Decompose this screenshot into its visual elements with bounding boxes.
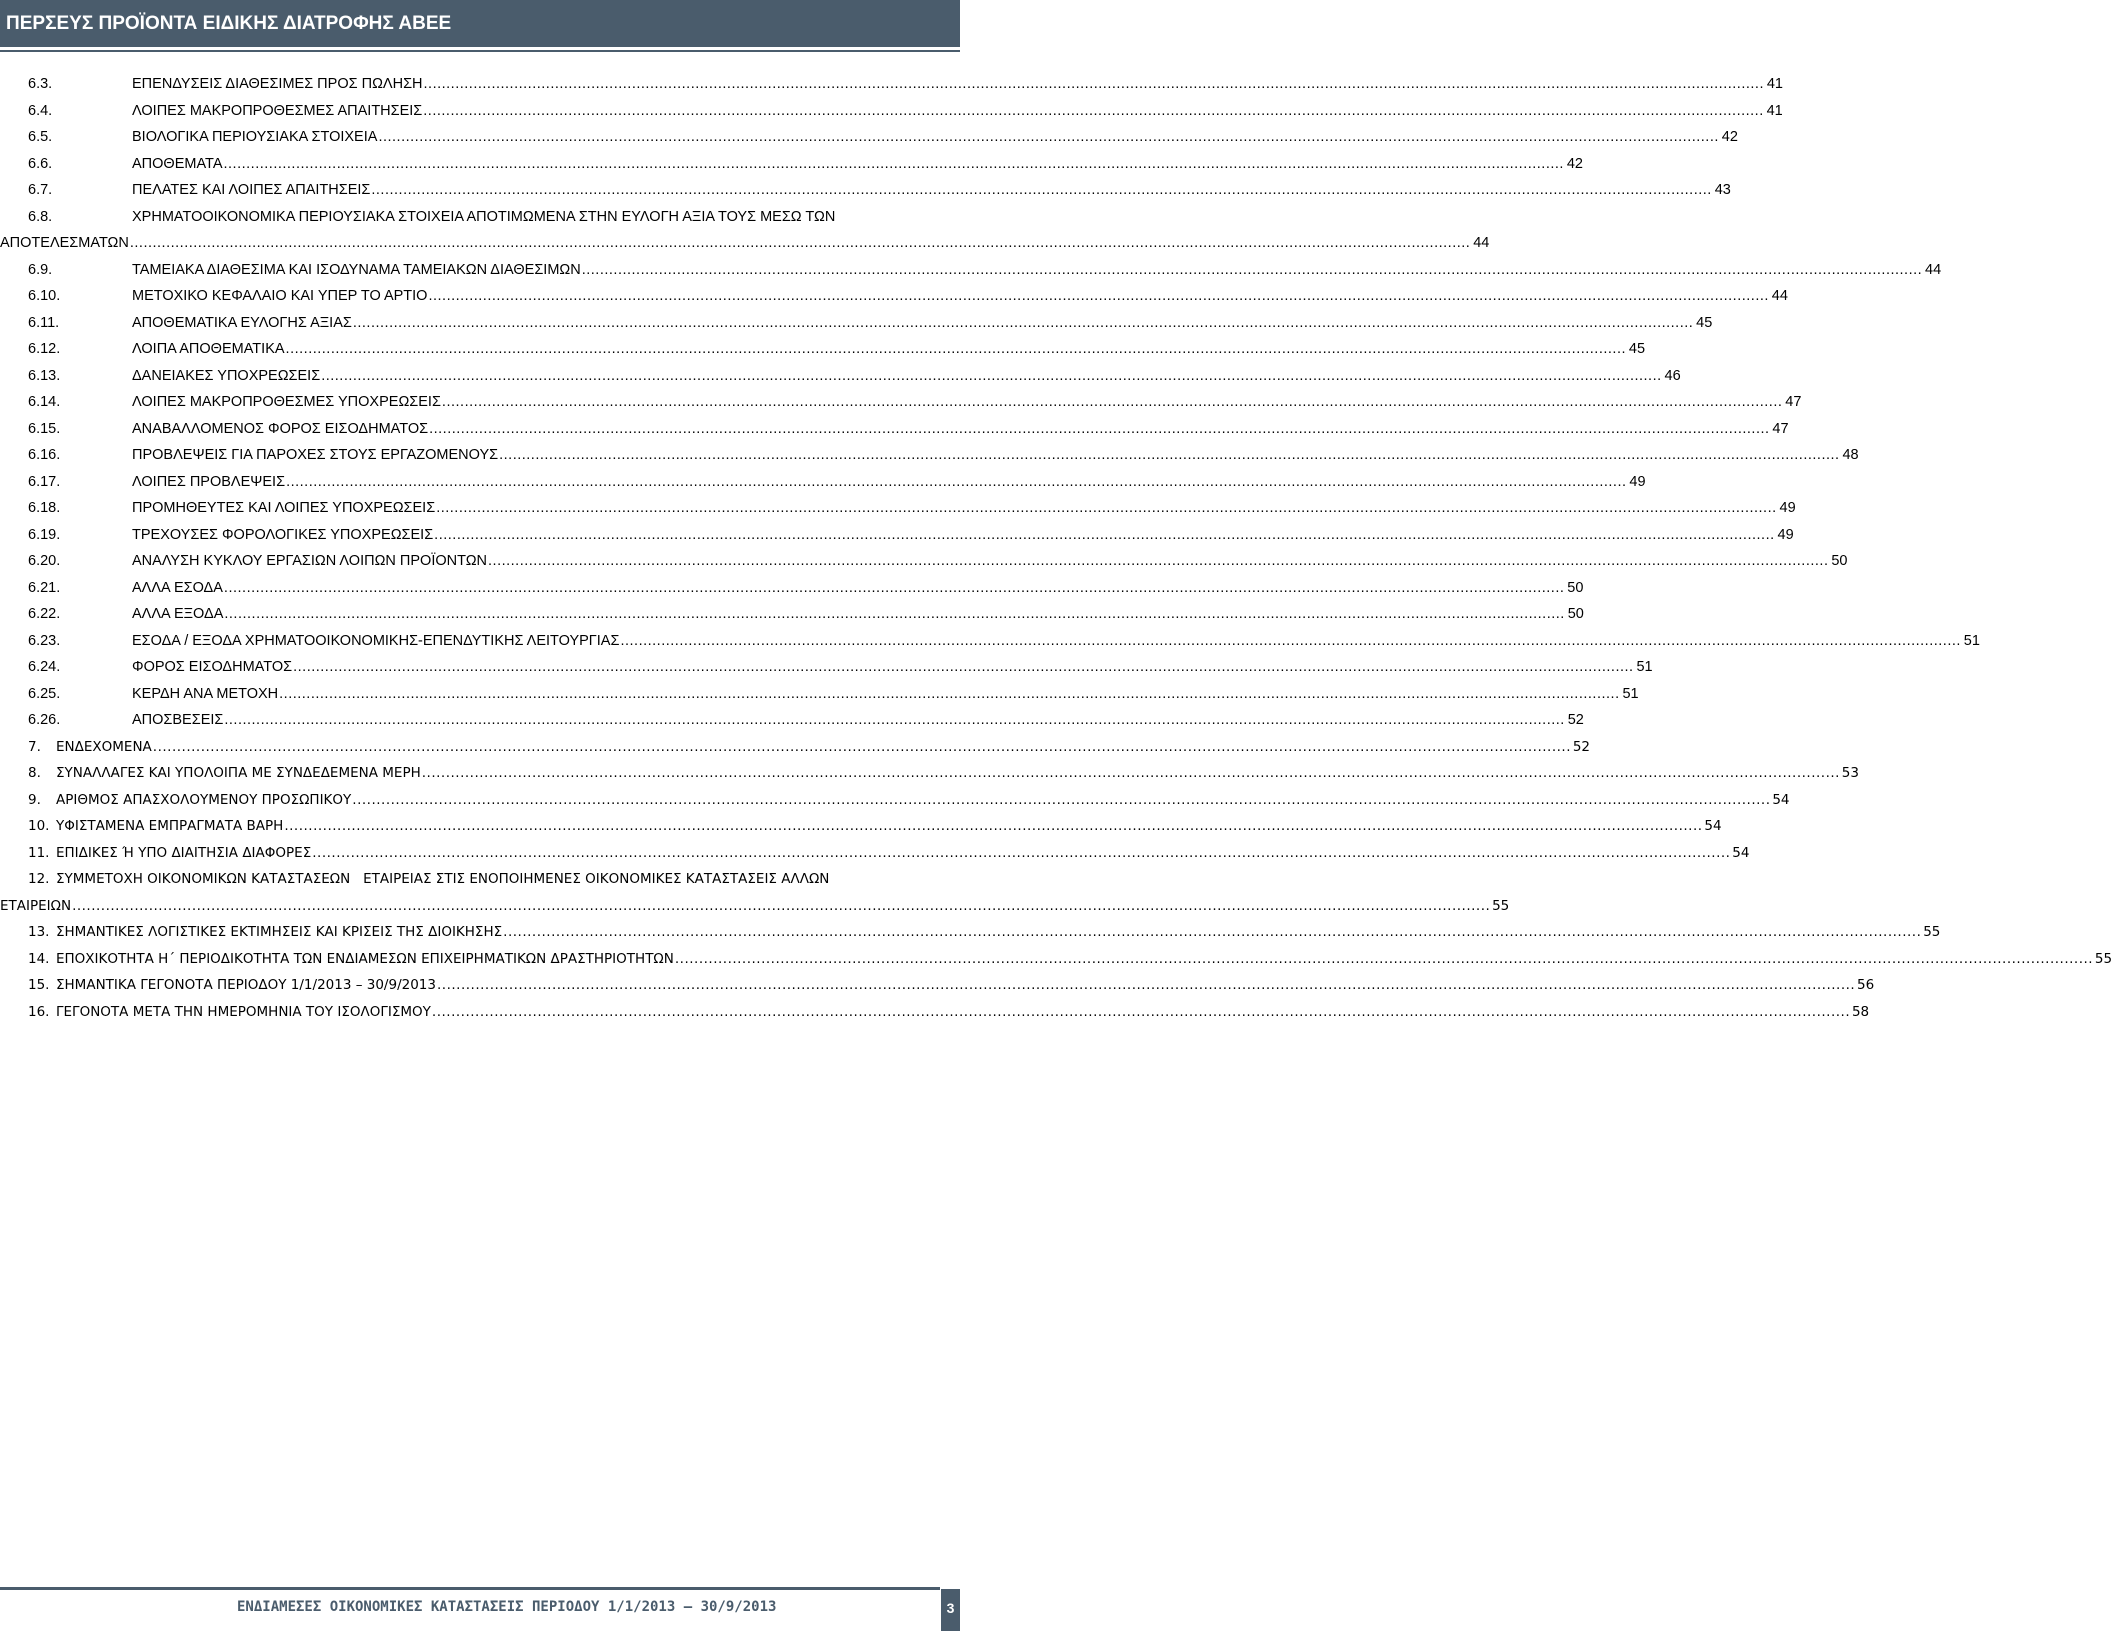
toc-entry-title: ΑΡΙΘΜΟΣ ΑΠΑΣΧΟΛΟΥΜΕΝΟΥ ΠΡΟΣΩΠΙΚΟΥ — [56, 791, 352, 808]
toc-entry-title: ΑΝΑΒΑΛΛΟΜΕΝΟΣ ΦΟΡΟΣ ΕΙΣΟΔΗΜΑΤΟΣ — [132, 420, 429, 437]
toc-entry-number: 6.16. — [28, 447, 61, 463]
toc-entry-number: 13. — [28, 924, 50, 940]
toc-entry-page: 51 — [1622, 685, 1639, 702]
toc-entry-number: 6.26. — [28, 712, 61, 728]
toc-entry-page: 50 — [1831, 553, 1848, 569]
dot-leader — [286, 470, 1626, 494]
toc-entry-page: 58 — [1851, 1003, 1870, 1020]
toc-entry-continuation[interactable] — [0, 231, 1490, 255]
toc-entry[interactable] — [28, 337, 1646, 361]
toc-entry-number: 6.18. — [28, 500, 61, 516]
dot-leader — [675, 947, 2093, 971]
toc-entry-number: 10. — [28, 818, 50, 834]
dot-leader — [286, 337, 1626, 361]
dot-leader — [352, 788, 1770, 812]
toc-entry-page: 47 — [1772, 420, 1789, 437]
toc-entry-number: 6.10. — [28, 288, 61, 304]
toc-entry[interactable] — [28, 602, 1584, 626]
toc-entry-title: ΤΡΕΧΟΥΣΕΣ ΦΟΡΟΛΟΓΙΚΕΣ ΥΠΟΧΡΕΩΣΕΙΣ — [132, 526, 434, 543]
footer-text: ΕΝΔΙΑΜΕΣΕΣ ΟΙΚΟΝΟΜΙΚΕΣ ΚΑΤΑΣΤΑΣΕΙΣ ΠΕΡΙΟΔΟΥ 1/1/2013 – 30/9/2013 — [237, 1599, 777, 1615]
toc-entry-number: 6.7. — [28, 182, 53, 198]
toc-entry-title: ΦΟΡΟΣ ΕΙΣΟΔΗΜΑΤΟΣ — [132, 659, 293, 675]
toc-entry-number: 7. — [28, 738, 41, 755]
toc-entry-page: 56 — [1857, 977, 1875, 993]
dot-leader — [312, 841, 1730, 865]
toc-entry[interactable] — [28, 364, 1681, 388]
toc-entry-number: 12. — [28, 871, 50, 887]
toc-entry-page: 45 — [1696, 314, 1713, 331]
toc-entry-title: ΛΟΙΠΕΣ ΜΑΚΡΟΠΡΟΘΕΣΜΕΣ ΑΠΑΙΤΗΣΕΙΣ — [132, 102, 423, 119]
toc-entry[interactable] — [28, 814, 1722, 838]
toc-entry[interactable] — [28, 973, 1875, 997]
dot-leader — [422, 761, 1840, 785]
toc-entry[interactable] — [28, 390, 1802, 414]
company-title: ΠΕΡΣΕΥΣ ΠΡΟΪΟΝΤΑ ΕΙΔΙΚΗΣ ΔΙΑΤΡΟΦΗΣ ΑΒΕΕ — [6, 13, 452, 34]
toc-entry-number: 6.22. — [28, 606, 61, 622]
toc-entry-continuation-title: ΕΤΑΙΡΕΙΩΝ — [0, 897, 72, 914]
toc-entry-page: 49 — [1629, 473, 1646, 490]
toc-entry-page: 49 — [1779, 500, 1796, 516]
toc-entry[interactable] — [28, 311, 1713, 335]
dot-leader — [442, 390, 1782, 414]
toc-entry-continuation[interactable] — [0, 894, 1510, 918]
toc-entry[interactable] — [28, 523, 1794, 547]
toc-entry[interactable] — [28, 735, 1590, 759]
toc-entry-title: ΛΟΙΠΕΣ ΠΡΟΒΛΕΨΕΙΣ — [132, 473, 286, 490]
toc-entry-page: 52 — [1567, 712, 1584, 728]
toc-entry-page: 55 — [1923, 924, 1941, 940]
toc-entry-title: ΚΕΡΔΗ ΑΝΑ ΜΕΤΟΧΗ — [132, 685, 279, 702]
toc-entry-number: 6.3. — [28, 76, 53, 92]
toc-entry-title: ΕΝΔΕΧΟΜΕΝΑ — [56, 738, 152, 755]
toc-entry[interactable] — [28, 72, 1783, 96]
toc-entry-page: 48 — [1842, 447, 1859, 463]
toc-entry-number: 6.6. — [28, 155, 53, 172]
toc-entry-page: 47 — [1785, 394, 1802, 410]
dot-leader — [353, 311, 1693, 335]
toc-entry-page: 50 — [1567, 606, 1584, 622]
toc-entry-title: ΕΠΕΝΔΥΣΕΙΣ ΔΙΑΘΕΣΙΜΕΣ ΠΡΟΣ ΠΩΛΗΣΗ — [132, 76, 423, 92]
toc-entry-page: 44 — [1925, 261, 1942, 278]
toc-entry-number: 6.14. — [28, 394, 61, 410]
dot-leader — [488, 549, 1828, 573]
dot-leader — [153, 735, 1571, 759]
toc-entry-title: ΧΡΗΜΑΤΟΟΙΚΟΝΟΜΙΚΑ ΠΕΡΙΟΥΣΙΑΚΑ ΣΤΟΙΧΕΙΑ ΑΠΟΤΙΜΩΜΕΝΑ ΣΤΗΝ ΕΥΛΟΓΗ ΑΞΙΑ ΤΟΥΣ ΜΕΣΩ ΤΩΝ — [132, 208, 836, 225]
toc-entry-title: ΕΠΙΔΙΚΕΣ Ή ΥΠΟ ΔΙΑΙΤΗΣΙΑ ΔΙΑΦΟΡΕΣ — [56, 844, 312, 861]
toc-entry-number: 6.9. — [28, 261, 53, 278]
toc-entry-title: ΜΕΤΟΧΙΚΟ ΚΕΦΑΛΑΙΟ ΚΑΙ ΥΠΕΡ ΤΟ ΑΡΤΙΟ — [132, 288, 428, 304]
toc-entry-title: ΣΗΜΑΝΤΙΚΑ ΓΕΓΟΝΟΤΑ ΠΕΡΙΟΔΟΥ 1/1/2013 – 30/9/2013 — [56, 977, 436, 993]
toc-entry-page: 54 — [1772, 791, 1790, 808]
toc-entry-page: 55 — [1492, 897, 1510, 914]
dot-leader — [424, 72, 1764, 96]
toc-entry[interactable] — [28, 99, 1783, 123]
toc-entry-number: 6.15. — [28, 420, 61, 437]
dot-leader — [224, 708, 1564, 732]
dot-leader — [130, 231, 1470, 255]
dot-leader — [436, 496, 1776, 520]
toc-entry-title: ΒΙΟΛΟΓΙΚΑ ΠΕΡΙΟΥΣΙΑΚΑ ΣΤΟΙΧΕΙΑ — [132, 129, 378, 145]
toc-entry[interactable] — [28, 258, 1942, 282]
toc-entry-page: 42 — [1566, 155, 1583, 172]
dot-leader — [503, 920, 1921, 944]
toc-entry-number: 6.25. — [28, 685, 61, 702]
dot-leader — [378, 125, 1718, 149]
toc-entry[interactable] — [28, 470, 1646, 494]
dot-leader — [423, 99, 1763, 123]
toc-entry-number: 6.23. — [28, 632, 61, 649]
dot-leader — [437, 973, 1855, 997]
toc-entry-number: 6.19. — [28, 526, 61, 543]
toc-entry-title: ΠΡΟΒΛΕΨΕΙΣ ΓΙΑ ΠΑΡΟΧΕΣ ΣΤΟΥΣ ΕΡΓΑΖΟΜΕΝΟΥΣ — [132, 447, 499, 463]
toc-entry-number: 6.24. — [28, 659, 61, 675]
toc-entry-number: 8. — [28, 765, 41, 781]
toc-entry-page: 50 — [1567, 579, 1584, 596]
toc-entry-title: ΛΟΙΠΑ ΑΠΟΘΕΜΑΤΙΚΑ — [132, 341, 285, 357]
toc-entry[interactable] — [28, 549, 1848, 573]
toc-entry-page: 44 — [1771, 288, 1788, 304]
toc-entry-title: ΓΕΓΟΝΟΤΑ ΜΕΤΑ ΤΗΝ ΗΜΕΡΟΜΗΝΙΑ ΤΟΥ ΙΣΟΛΟΓΙΣΜΟΥ — [56, 1003, 431, 1020]
dot-leader — [72, 894, 1490, 918]
toc-entry-page: 45 — [1628, 341, 1646, 357]
dot-leader — [321, 364, 1661, 388]
toc-entry-number: 15. — [28, 977, 50, 993]
toc-entry[interactable] — [28, 284, 1788, 308]
toc-entry-number: 6.21. — [28, 579, 61, 596]
toc-entry-number: 11. — [28, 844, 50, 861]
toc-entry-number: 6.12. — [28, 341, 61, 357]
toc-entry-number: 6.11. — [28, 314, 60, 331]
toc-entry-number: 14. — [28, 950, 50, 967]
toc-entry-page: 55 — [2094, 950, 2112, 967]
dot-leader — [371, 178, 1711, 202]
toc-entry[interactable] — [28, 947, 2112, 971]
dot-leader — [428, 284, 1768, 308]
dot-leader — [224, 602, 1564, 626]
toc-entry-page: 51 — [1963, 632, 1980, 649]
page-number: 3 — [941, 1589, 960, 1631]
toc-entry-title: ΑΠΟΘΕΜΑΤΑ — [132, 155, 223, 172]
dot-leader — [224, 152, 1564, 176]
toc-entry[interactable] — [28, 576, 1584, 600]
toc-entry[interactable] — [28, 1000, 1870, 1024]
toc-entry-page: 54 — [1732, 844, 1750, 861]
toc-entry-title: ΛΟΙΠΕΣ ΜΑΚΡΟΠΡΟΘΕΣΜΕΣ ΥΠΟΧΡΕΩΣΕΙΣ — [132, 394, 441, 410]
toc-entry-page: 49 — [1777, 526, 1794, 543]
dot-leader — [582, 258, 1922, 282]
dot-leader — [429, 417, 1769, 441]
toc-entry-heading-line[interactable] — [28, 867, 829, 891]
toc-entry-page: 52 — [1572, 738, 1590, 755]
toc-entry[interactable] — [28, 682, 1639, 706]
toc-entry-number: 9. — [28, 791, 41, 808]
toc-entry-title: ΑΠΟΣΒΕΣΕΙΣ — [132, 712, 224, 728]
toc-entry-title: ΠΡΟΜΗΘΕΥΤΕΣ ΚΑΙ ΛΟΙΠΕΣ ΥΠΟΧΡΕΩΣΕΙΣ — [132, 500, 436, 516]
toc-entry-title: ΣΥΝΑΛΛΑΓΕΣ ΚΑΙ ΥΠΟΛΟΙΠΑ ΜΕ ΣΥΝΔΕΔΕΜΕΝΑ ΜΕΡΗ — [56, 765, 421, 781]
toc-entry[interactable] — [28, 920, 1941, 944]
toc-entry[interactable] — [28, 788, 1790, 812]
toc-entry-title: ΑΛΛΑ ΕΣΟΔΑ — [132, 579, 223, 596]
toc-entry-page: 44 — [1473, 235, 1490, 251]
toc-entry-title: ΤΑΜΕΙΑΚΑ ΔΙΑΘΕΣΙΜΑ ΚΑΙ ΙΣΟΔΥΝΑΜΑ ΤΑΜΕΙΑΚΩΝ ΔΙΑΘΕΣΙΜΩΝ — [132, 261, 581, 278]
toc-entry[interactable] — [28, 443, 1859, 467]
dot-leader — [279, 682, 1619, 706]
dot-leader — [499, 443, 1839, 467]
toc-entry-title: ΑΛΛΑ ΕΞΟΔΑ — [132, 606, 224, 622]
toc-entry-title: ΣΥΜΜΕΤΟΧΗ ΟΙΚΟΝΟΜΙΚΩΝ ΚΑΤΑΣΤΑΣΕΩΝ ΕΤΑΙΡΕΙΑΣ ΣΤΙΣ ΕΝΟΠΟΙΗΜΕΝΕΣ ΟΙΚΟΝΟΜΙΚΕΣ ΚΑΤΑΣΤΑΣΕΙΣ ΑΛΛΩΝ — [56, 871, 830, 887]
toc-entry-page: 43 — [1714, 182, 1731, 198]
footer-divider — [0, 1587, 940, 1590]
dot-leader — [432, 1000, 1850, 1024]
toc-entry-page: 51 — [1636, 659, 1653, 675]
dot-leader — [293, 655, 1633, 679]
toc-entry-title: ΣΗΜΑΝΤΙΚΕΣ ΛΟΓΙΣΤΙΚΕΣ ΕΚΤΙΜΗΣΕΙΣ ΚΑΙ ΚΡΙΣΕΙΣ ΤΗΣ ΔΙΟΙΚΗΣΗΣ — [56, 924, 503, 940]
toc-entry-number: 6.8. — [28, 208, 53, 225]
toc-entry[interactable] — [28, 761, 1859, 785]
toc-entry[interactable] — [28, 655, 1653, 679]
dot-leader — [620, 629, 1960, 653]
toc-entry-page: 41 — [1766, 102, 1783, 119]
dot-leader — [224, 576, 1564, 600]
toc-entry-title: ΠΕΛΑΤΕΣ ΚΑΙ ΛΟΙΠΕΣ ΑΠΑΙΤΗΣΕΙΣ — [132, 182, 371, 198]
toc-entry-heading-line[interactable] — [28, 205, 835, 229]
toc-entry[interactable] — [28, 496, 1796, 520]
toc-entry-title: ΕΠΟΧΙΚΟΤΗΤΑ Η΄ ΠΕΡΙΟΔΙΚΟΤΗΤΑ ΤΩΝ ΕΝΔΙΑΜΕΣΩΝ ΕΠΙΧΕΙΡΗΜΑΤΙΚΩΝ ΔΡΑΣΤΗΡΙΟΤΗΤΩΝ — [56, 950, 674, 967]
toc-entry-title: ΑΝΑΛΥΣΗ ΚΥΚΛΟΥ ΕΡΓΑΣΙΩΝ ΛΟΙΠΩΝ ΠΡΟΪΟΝΤΩΝ — [132, 553, 488, 569]
toc-entry[interactable] — [28, 152, 1583, 176]
toc-entry-title: ΔΑΝΕΙΑΚΕΣ ΥΠΟΧΡΕΩΣΕΙΣ — [132, 367, 321, 384]
toc-entry-page: 53 — [1841, 765, 1859, 781]
dot-leader — [284, 814, 1702, 838]
toc-entry-number: 6.13. — [28, 367, 61, 384]
toc-entry-title: ΕΣΟΔΑ / ΕΞΟΔΑ ΧΡΗΜΑΤΟΟΙΚΟΝΟΜΙΚΗΣ-ΕΠΕΝΔΥΤΙΚΗΣ ΛΕΙΤΟΥΡΓΙΑΣ — [132, 632, 620, 649]
toc-entry-page: 54 — [1704, 818, 1722, 834]
toc-entry-page: 46 — [1664, 367, 1681, 384]
toc-entry[interactable] — [28, 178, 1731, 202]
toc-entry-number: 6.4. — [28, 102, 53, 119]
toc-entry-title: ΥΦΙΣΤΑΜΕΝΑ ΕΜΠΡΑΓΜΑΤΑ ΒΑΡΗ — [56, 818, 284, 834]
toc-entry-number: 6.20. — [28, 553, 61, 569]
toc-entry-number: 16. — [28, 1003, 50, 1020]
toc-entry[interactable] — [28, 841, 1750, 865]
toc-entry[interactable] — [28, 417, 1789, 441]
toc-entry[interactable] — [28, 708, 1584, 732]
toc-entry-page: 41 — [1766, 76, 1783, 92]
toc-entry-title: ΑΠΟΘΕΜΑΤΙΚΑ ΕΥΛΟΓΗΣ ΑΞΙΑΣ — [132, 314, 352, 331]
toc-entry-continuation-title: ΑΠΟΤΕΛΕΣΜΑΤΩΝ — [0, 235, 129, 251]
toc-entry[interactable] — [28, 125, 1738, 149]
toc-entry-page: 42 — [1721, 129, 1738, 145]
toc-entry-number: 6.17. — [28, 473, 61, 490]
dot-leader — [434, 523, 1774, 547]
toc-entry-number: 6.5. — [28, 129, 53, 145]
toc-entry[interactable] — [28, 629, 1980, 653]
